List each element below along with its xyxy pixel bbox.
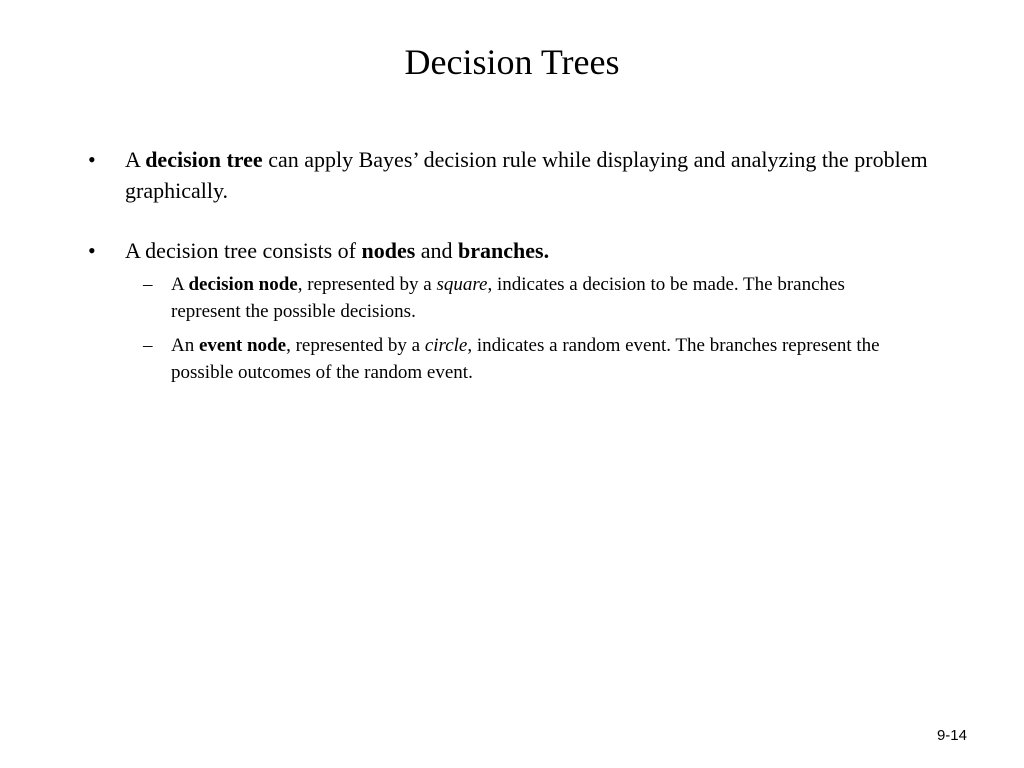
text-run: , indicates a random event. The branches represent the possible outcomes of the random event. [171,335,880,383]
text-run: An [171,335,199,356]
bullet-decision-tree-definition [88,144,948,206]
term-decision-node: decision node [188,274,298,295]
page-number: 9-14 [936,727,967,744]
text-run: A decision tree consists of [125,238,362,263]
sub-bullet-text [171,332,913,386]
term-decision-tree: decision tree [145,147,263,172]
bullet-text [125,235,948,266]
text-run: , represented by a [297,274,437,295]
bullet-text [125,144,948,206]
term-nodes: nodes [361,238,416,263]
sub-bullet-decision-node [143,271,913,325]
term-branches: branches. [458,238,550,263]
sub-bullet-marker: – [143,274,153,295]
bullet-marker: • [88,238,96,263]
text-run: A [171,274,189,295]
term-square: square [436,274,488,295]
sub-bullet-event-node [143,332,913,386]
slide-title: Decision Trees [404,42,620,82]
bullet-marker: • [88,147,96,172]
term-event-node: event node [198,335,287,356]
text-run: , represented by a [286,335,425,356]
sub-bullet-text [171,271,913,325]
text-run: can apply Bayes’ decision rule while displaying and analyzing the problem graphically. [125,147,928,203]
term-circle: circle [424,335,468,356]
text-run: , indicates a decision to be made. The branches represent the possible decisions. [171,274,845,322]
text-run: A [125,147,146,172]
sub-bullet-marker: – [143,335,153,356]
text-run: and [415,238,459,263]
bullet-nodes-and-branches [88,235,948,266]
